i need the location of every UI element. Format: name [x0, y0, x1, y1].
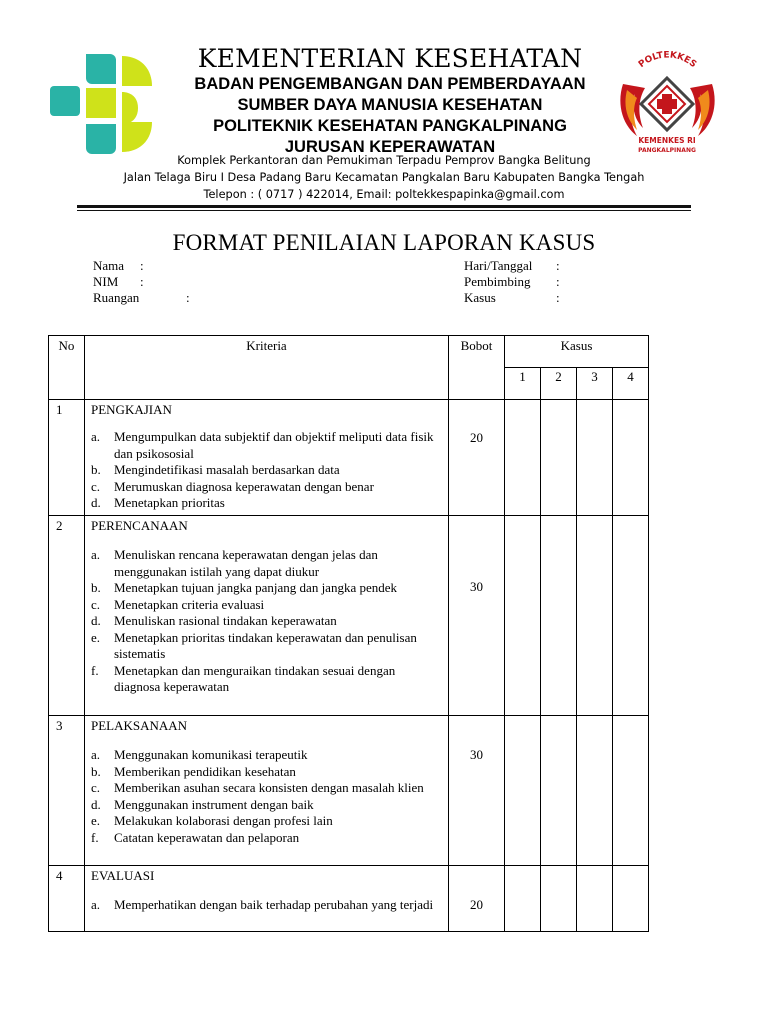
meta-label: Nama [93, 258, 125, 273]
row-number: 2 [49, 516, 85, 716]
header-kasus-col: 4 [613, 368, 649, 400]
meta-field-nama [93, 258, 190, 274]
list-item: d. Menggunakan instrument dengan baik [91, 796, 314, 812]
address-line-1: Komplek Perkantoran dan Pemukiman Terpadu Pemprov Bangka Belitung [177, 154, 591, 167]
assessment-table [48, 335, 649, 932]
criteria-list [85, 897, 448, 914]
list-item: b. Menetapkan tujuan jangka panjang dan jangka pendek [91, 580, 398, 595]
section-title: PERENCANAAN [91, 518, 188, 533]
score-cell[interactable] [613, 516, 649, 716]
header-bobot: Bobot [449, 336, 505, 400]
row-number: 1 [49, 400, 85, 516]
address-line-2: Jalan Telaga Biru I Desa Padang Baru Kecamatan Pangkalan Baru Kabupaten Bangka Tengah [123, 171, 645, 184]
meta-label: Ruangan [93, 290, 140, 305]
meta-label: Hari/Tanggal [464, 258, 533, 273]
contact-line: Telepon : ( 0717 ) 422014, Email: poltekkespapinka@gmail.com [203, 188, 565, 201]
meta-separator: : [186, 290, 190, 305]
meta-field-pembimbing [464, 274, 560, 290]
weight-cell: 30 [449, 716, 505, 866]
score-cell[interactable] [613, 400, 649, 516]
score-cell[interactable] [577, 866, 613, 932]
criteria-cell [85, 400, 449, 516]
score-cell[interactable] [541, 866, 577, 932]
score-cell[interactable] [541, 400, 577, 516]
score-cell[interactable] [577, 400, 613, 516]
logo-bottom-text-2: PANGKALPINANG [638, 147, 696, 154]
svg-text:POLTEKKES [637, 50, 698, 70]
list-item: f. Catatan keperawatan dan pelaporan [91, 829, 300, 845]
criteria-cell [85, 866, 449, 932]
header-kasus-col: 3 [577, 368, 613, 400]
meta-field-nim [93, 274, 190, 290]
table-header-row [49, 336, 649, 368]
criteria-list [85, 747, 448, 846]
criteria-list [85, 429, 448, 512]
list-item: a. Menggunakan komunikasi terapeutik [91, 747, 308, 762]
list-item: a. Menuliskan rencana keperawatan dengan jelas dan menggunakan istilah yang dapat diukur [91, 547, 378, 579]
letterhead [160, 44, 620, 158]
weight-cell: 20 [449, 866, 505, 932]
table-row [49, 400, 649, 516]
header-kasus-col: 1 [505, 368, 541, 400]
meta-label: Pembimbing [464, 274, 531, 289]
score-cell[interactable] [505, 516, 541, 716]
score-cell[interactable] [541, 516, 577, 716]
score-cell[interactable] [577, 716, 613, 866]
list-item: f. Menetapkan dan menguraikan tindakan sesuai dengan diagnosa keperawatan [91, 662, 396, 694]
criteria-list [85, 547, 448, 696]
criteria-cell [85, 716, 449, 866]
section-title: EVALUASI [91, 868, 155, 883]
agency-line-2: SUMBER DAYA MANUSIA KESEHATAN [237, 96, 543, 114]
kemenkes-logo [46, 48, 158, 160]
score-cell[interactable] [505, 400, 541, 516]
weight-cell: 30 [449, 516, 505, 716]
table-row [49, 516, 649, 716]
logo-bottom-text-1: KEMENKES RI [638, 136, 696, 145]
institution-name: POLITEKNIK KESEHATAN PANGKALPINANG [213, 117, 567, 135]
list-item: c. Merumuskan diagnosa keperawatan dengan benar [91, 478, 374, 494]
list-item: a. Mengumpulkan data subjektif dan objektif meliputi data fisik dan psikososial [91, 429, 434, 461]
meta-label: Kasus [464, 290, 496, 305]
meta-field-ruangan [93, 290, 190, 306]
header-no: No [49, 336, 85, 400]
meta-separator: : [556, 274, 560, 289]
header-rule-thick [77, 205, 691, 208]
ministry-name: KEMENTERIAN KESEHATAN [197, 44, 583, 73]
address-block [80, 152, 688, 203]
list-item: b. Memberikan pendidikan kesehatan [91, 763, 296, 779]
header-kasus-col: 2 [541, 368, 577, 400]
meta-right [464, 258, 560, 306]
list-item: c. Memberikan asuhan secara konsisten dengan masalah klien [91, 780, 424, 795]
meta-field-kasus [464, 290, 560, 306]
meta-left [93, 258, 190, 306]
row-number: 3 [49, 716, 85, 866]
score-cell[interactable] [613, 716, 649, 866]
meta-label: NIM [93, 274, 119, 289]
section-title: PELAKSANAAN [91, 718, 188, 733]
score-cell[interactable] [505, 716, 541, 866]
header-kasus: Kasus [505, 336, 649, 368]
score-cell[interactable] [613, 866, 649, 932]
section-title: PENGKAJIAN [91, 402, 172, 417]
list-item: c. Menetapkan criteria evaluasi [91, 596, 265, 612]
meta-field-hari-tanggal [464, 258, 560, 274]
poltekkes-logo [615, 48, 720, 156]
header-kriteria: Kriteria [85, 336, 449, 400]
score-cell[interactable] [577, 516, 613, 716]
meta-separator: : [556, 290, 560, 305]
list-item: e. Melakukan kolaborasi dengan profesi lain [91, 813, 333, 828]
header-rule-thin [77, 210, 691, 211]
table-row [49, 866, 649, 932]
score-cell[interactable] [505, 866, 541, 932]
list-item: e. Menetapkan prioritas tindakan keperawatan dan penulisan sistematis [91, 629, 417, 661]
meta-separator: : [140, 274, 144, 289]
list-item: a. Memperhatikan dengan baik terhadap perubahan yang terjadi [91, 897, 434, 912]
score-cell[interactable] [541, 716, 577, 866]
table-row [49, 716, 649, 866]
form-title: FORMAT PENILAIAN LAPORAN KASUS [172, 230, 596, 255]
row-number: 4 [49, 866, 85, 932]
meta-separator: : [556, 258, 560, 273]
list-item: d. Menetapkan prioritas [91, 495, 225, 510]
agency-line-1: BADAN PENGEMBANGAN DAN PEMBERDAYAAN [194, 75, 586, 93]
criteria-cell [85, 516, 449, 716]
logo-top-text: POLTEKKES [636, 50, 699, 71]
list-item: d. Menuliskan rasional tindakan keperawatan [91, 613, 337, 628]
list-item: b. Mengindetifikasi masalah berdasarkan data [91, 462, 340, 477]
weight-cell: 20 [449, 400, 505, 516]
department-name: JURUSAN KEPERAWATAN [284, 138, 496, 156]
meta-separator: : [140, 258, 144, 273]
